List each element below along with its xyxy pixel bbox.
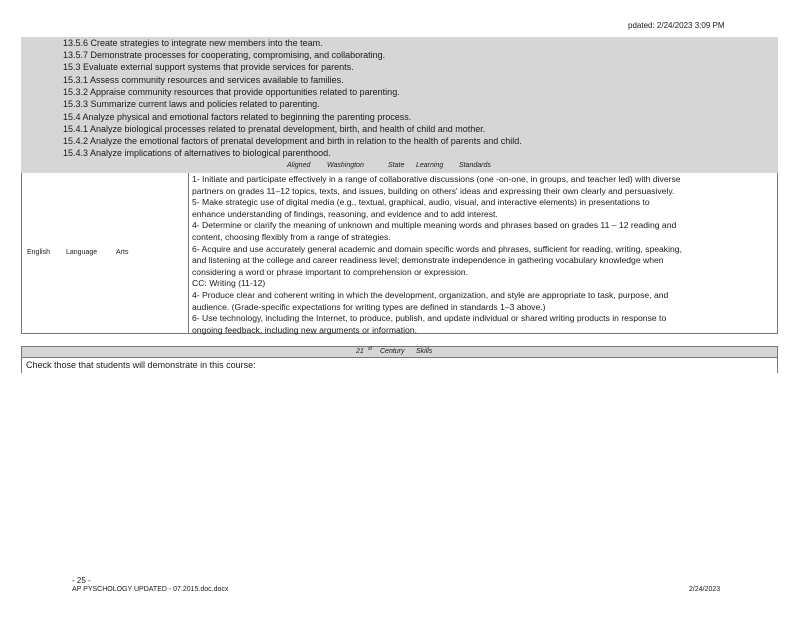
aligned-standards-header: Aligned Washington State Learning Standards bbox=[21, 161, 778, 173]
check-instruction: Check those that students will demonstrate in this course: bbox=[26, 360, 256, 370]
footer-filename: AP PYSCHOLOGY UPDATED - 07.2015.doc.docx bbox=[72, 586, 229, 593]
updated-timestamp: pdated: 2/24/2023 3:09 PM bbox=[628, 21, 725, 30]
footer-date: 2/24/2023 bbox=[689, 586, 721, 593]
ela-standards-row: English Language Arts 1- Initiate and participate effectively in a range of collaborative discussions (one -on-one, in groups, and teacher led) with diverse partners on grades 11–12 topics, texts, and issues, building on others' ideas and expressing their own clearly and persuasively. 5- Make strategic use of digital media (e.g., textual, graphical, audio, visual, and interactive elements) in presentations to enhance understanding of findings, reasoning, and evidence and to add interest. 4- Determine or clarify the meaning of unknown and multiple meaning words and phrases based on grades 11 – 12 reading and content, choosing flexibly from a range of strategies. 6- Acquire and use accurately general academic and domain specific words and phrases, sufficient for reading, writing, speaking, and listening at the college and career readiness level; demonstrate independence in gathering vocabulary knowledge when considering a word or phrase important to comprehension or expression. CC: Writing (11-12) 4- Produce clear and coherent writing in which the development, organization, and style are appropriate to task, purpose, and audience. (Grade-specific expectations for writing types are defined in standards 1–3 above.) 6- Use technology, including the Internet, to produce, publish, and update individual or shared writing products in response to ongoing feedback, including new arguments or information. bbox=[21, 173, 778, 334]
century-skills-header: 21 st Century Skills bbox=[21, 346, 778, 358]
cell-divider bbox=[188, 173, 189, 333]
ela-standards-text: 1- Initiate and participate effectively in a range of collaborative discussions (one -on-one, in groups, and teacher led) with diverse partners on grades 11–12 topics, texts, and issues, building on others' ideas and expressing their own clearly and persuasively. 5- Make strategic use of digital media (e.g., textual, graphical, audio, visual, and interactive elements) in presentations to enhance understanding of findings, reasoning, and evidence and to add interest. 4- Determine or clarify the meaning of unknown and multiple meaning words and phrases based on grades 11 – 12 reading and content, choosing flexibly from a range of strategies. 6- Acquire and use accurately general academic and domain specific words and phrases, sufficient for reading, writing, speaking, and listening at the college and career readiness level; demonstrate independence in gathering vocabulary knowledge when considering a word or phrase important to comprehension or expression. CC: Writing (11-12) 4- Produce clear and coherent writing in which the development, organization, and style are appropriate to task, purpose, and audience. (Grade-specific expectations for writing types are defined in standards 1–3 above.) 6- Use technology, including the Internet, to produce, publish, and update individual or shared writing products in response to ongoing feedback, including new arguments or information. bbox=[192, 174, 682, 335]
skills-check-row bbox=[21, 358, 778, 373]
standards-list: 13.5.6 Create strategies to integrate new members into the team. 13.5.7 Demonstrate processes for cooperating, compromising, and collaborating. 15.3 Evaluate external support systems that provide services for parents. 15.3.1 Assess community resources and services available to families. 15.3.2 Appraise community resources that provide opportunities related to parenting. 15.3.3 Summarize current laws and policies related to parenting. 15.4 Analyze physical and emotional factors related to beginning the parenting process. 15.4.1 Analyze biological processes related to prenatal development, birth, and health of child and mother. 15.4.2 Analyze the emotional factors of prenatal development and birth in relation to the health of parents and child. 15.4.3 Analyze implications of alternatives to biological parenthood. bbox=[21, 37, 778, 161]
page-number: - 25 - bbox=[72, 576, 91, 585]
